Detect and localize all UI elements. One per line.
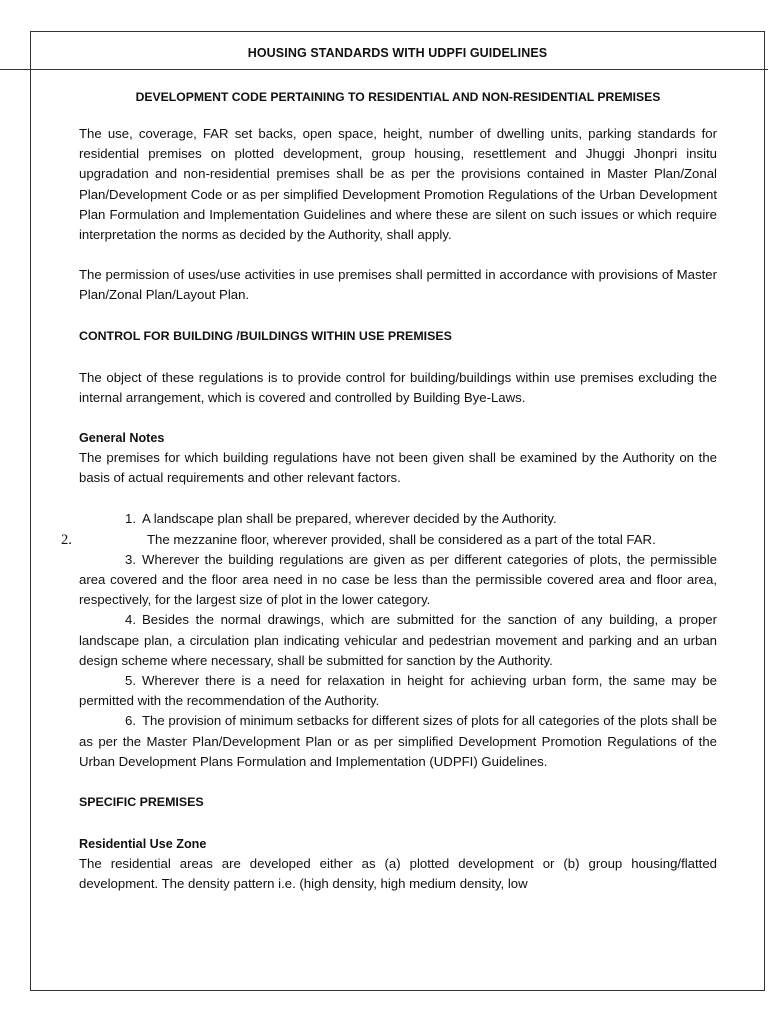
header-divider <box>0 69 768 70</box>
list-item: 5. Wherever there is a need for relaxation in height for achieving urban form, the same may be permitted with the recommendation of the Authority. <box>79 673 717 709</box>
list-item: 4. Besides the normal drawings, which are submitted for the sanction of any building, a proper landscape plan, a circulation plan indicating vehicular and pedestrian movement and parking and an urban design scheme where necessary, shall be submitted for sanction by the Authority. <box>79 612 717 668</box>
intro-paragraph: The permission of uses/use activities in use premises shall permitted in accordance with provisions of Master Plan/Zonal Plan/Layout Plan. <box>79 267 717 303</box>
section-heading-specific-premises: SPECIFIC PREMISES <box>79 795 204 810</box>
document-body <box>61 90 717 914</box>
general-notes-list <box>61 509 717 772</box>
document-title: HOUSING STANDARDS WITH UDPFI GUIDELINES <box>247 46 548 60</box>
section-heading-development-code: DEVELOPMENT CODE PERTAINING TO RESIDENTIAL AND NON-RESIDENTIAL PREMISES <box>135 90 661 104</box>
residential-paragraph: The residential areas are developed either as (a) plotted development or (b) group housing/flatted development. The density pattern i.e. (high density, high medium density, low <box>79 856 717 892</box>
section-heading-control: CONTROL FOR BUILDING /BUILDINGS WITHIN USE PREMISES <box>79 328 452 343</box>
intro-paragraph: The use, coverage, FAR set backs, open space, height, number of dwelling units, parking standards for residential premises on plotted development, group housing, resettlement and Jhuggi Jhonpri insitu upgradation and non-residential premises shall be as per the provisions contained in Master Plan/Zonal Plan/Development Code or as per simplified Development Promotion Regulations of the Urban Development Plan Formulation and Implementation Guidelines and where these are silent on such issues or which require interpretation the norms as decided by the Authority, shall apply. <box>79 126 717 243</box>
list-item: 6. The provision of minimum setbacks for different sizes of plots for all categories of the plots shall be as per the Master Plan/Development Plan or as per simplified Development Promotion Regulations of the Urban Development Plans Formulation and Implementation (UDPFI) Guidelines. <box>79 713 717 769</box>
general-notes-paragraph: The premises for which building regulations have not been given shall be examined by the Authority on the basis of actual requirements and other relevant factors. <box>79 450 717 486</box>
list-item: 3. Wherever the building regulations are given as per different categories of plots, the permissible area covered and the floor area need in no case be less than the permissible covered area and floor area, respectively, for the largest size of plot in the lower category. <box>79 551 717 608</box>
list-item: 1. A landscape plan shall be prepared, wherever decided by the Authority. <box>125 511 557 527</box>
residential-use-zone-heading: Residential Use Zone <box>79 837 207 852</box>
list-item: 2. The mezzanine floor, wherever provided, shall be considered as a part of the total FAR. <box>61 531 656 548</box>
general-notes-heading: General Notes <box>79 431 165 446</box>
control-paragraph: The object of these regulations is to provide control for building/buildings within use premises excluding the internal arrangement, which is covered and controlled by Building Bye-Laws. <box>79 369 717 405</box>
